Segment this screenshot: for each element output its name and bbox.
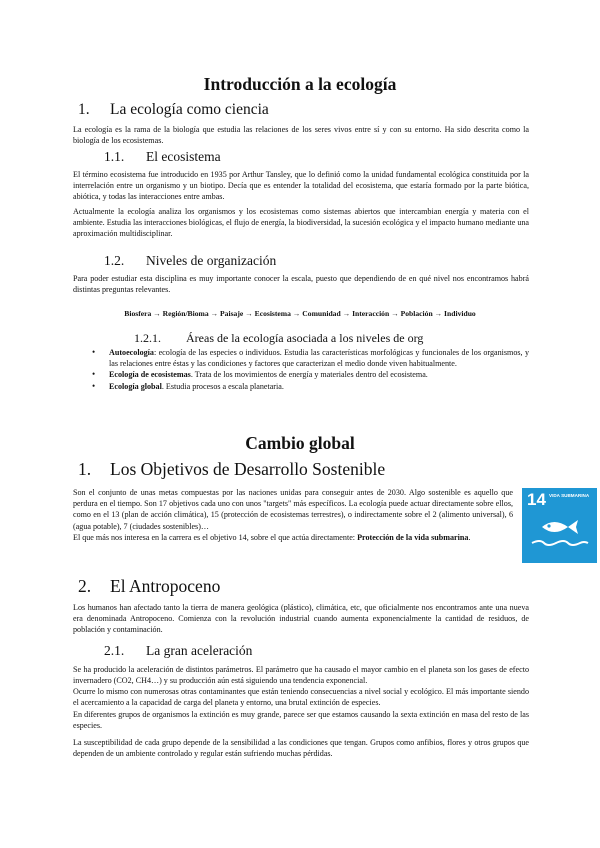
subsection-heading-gran-aceleracion [104, 643, 252, 659]
section-title: El Antropoceno [110, 576, 221, 596]
section-title: La ecología como ciencia [110, 101, 269, 118]
paragraph: La ecología es la rama de la biología que estudia las relaciones de los seres vivos entre sí y con su entorno. Ha sido descrita como la biología de los ecosistemas. [73, 125, 529, 146]
subsection-heading-niveles [104, 253, 276, 269]
paragraph: La susceptibilidad de cada grupo depende de la sensibilidad a las condiciones que tengan. Grupos como anfibios, flores y otros grupos que dependen de un ambiente controlado y regular están sufriendo muchas pérdidas. [73, 738, 529, 759]
section-heading-ecologia-ciencia [78, 101, 269, 119]
paragraph: Ocurre lo mismo con numerosas otras contaminantes que están teniendo consecuencias a nivel social y ecológico. El más importante siendo el acercamiento a la capacidad de carga del planeta y entorno, una brutal extinción de especies. [73, 687, 529, 708]
section-number: 2.1. [104, 643, 125, 658]
section-title: Áreas de la ecología asociada a los niveles de org [186, 331, 424, 345]
paragraph-text: El que más nos interesa en la carrera es el objetivo 14, sobre el que actúa directamente: [73, 533, 358, 542]
organization-levels-chain: Biosfera → Región/Bioma → Paisaje → Ecosistema → Comunidad → Interacción → Población → Individuo [124, 309, 476, 318]
section-number: 1. [78, 459, 92, 479]
section-title: El ecosistema [146, 149, 221, 164]
subsubsection-heading-areas [134, 331, 423, 346]
paragraph-bold: Protección de la vida submarina [357, 533, 469, 542]
list-item-term: Ecología de ecosistemas [109, 370, 191, 380]
sdg-14-badge [522, 488, 597, 563]
list-item-desc: : ecología de las especies o individuos. Estudia las características morfológicas y funcionales de los organismos, y las relaciones entre éstas y las condiciones y factores que caracterizan el medio donde viven habitualmente. [109, 348, 529, 369]
list-item-desc: . Trata de los movimientos de energía y materiales dentro del ecosistema. [190, 370, 428, 380]
sdg-number: 14 [527, 490, 546, 509]
paragraph: Actualmente la ecología analiza los organismos y los ecosistemas como sistemas abiertos que intercambian energía y materia con el ambiente. Estudia las interacciones biológicas, el flujo de energía, la biodiversidad, la sucesión ecológica y el impacto humano mediante una aproximación multidisciplinar. [73, 207, 529, 239]
section-number: 1.2. [104, 253, 125, 268]
page-title: Introducción a la ecología [203, 74, 397, 94]
subsection-heading-ecosistema [104, 149, 221, 165]
section-heading-ods [78, 459, 385, 480]
paragraph: Los humanos han afectado tanto la tierra de manera geológica (plástico), climática, etc, que oficialmente nos encontramos ante una nueva era denominada Antropoceno. Comienza con la revolución industrial cuando aumenta exponencialmente la cantidad de residuos, de población y contaminación. [73, 603, 529, 635]
section-title: La gran aceleración [146, 643, 253, 658]
section-number: 1.1. [104, 149, 125, 164]
areas-list [92, 347, 529, 392]
paragraph: En diferentes grupos de organismos la extinción es muy grande, parece ser que estamos causando la sexta extinción en masa del resto de las especies. [73, 710, 529, 731]
list-item [92, 347, 529, 369]
paragraph [73, 532, 513, 543]
paragraph: Son el conjunto de unas metas compuestas por las naciones unidas para conseguir antes de 2030. Algo sostenible es aquello que perdura en el tiempo. Son 17 objetivos cada uno con unos "targets" más específicos. La ecología puede actuar directamente sobre ellos, como en el 13 (plan de acción climática), 15 (protección de ecosistemas terrestres), o indirectamente sobre el 2 (alimento universal), 6 (agua potable), 7 (ciudades sostenibles)… [73, 488, 513, 531]
list-item-term: Ecología global [109, 381, 162, 391]
paragraph-text: . [468, 533, 471, 542]
list-item [92, 369, 529, 380]
section-heading-antropoceno [78, 576, 220, 597]
fish-icon [530, 514, 590, 558]
page-title: Cambio global [245, 433, 355, 453]
paragraph: Para poder estudiar esta disciplina es muy importante conocer la escala, puesto que dependiendo de en qué nivel nos encontramos habrá distintas preguntas relevantes. [73, 274, 529, 295]
section-number: 2. [78, 576, 92, 596]
sdg-label: VIDA SUBMARINA [549, 493, 590, 498]
section-number: 1.2.1. [134, 331, 161, 345]
paragraph: Se ha producido la aceleración de distintos parámetros. El parámetro que ha causado el mayor cambio en el planeta son los gases de efecto invernadero (CO2, CH4…) y su producción aún está siguiendo una tendencia exponencial. [73, 665, 529, 686]
section-title: Los Objetivos de Desarrollo Sostenible [110, 459, 386, 479]
list-item [92, 381, 529, 392]
list-item-desc: . Estudia procesos a escala planetaria. [161, 381, 284, 391]
section-title: Niveles de organización [146, 253, 277, 268]
paragraph: El término ecosistema fue introducido en 1935 por Arthur Tansley, que lo definió como la unidad fundamental ecológica constituida por la interrelación entre un organismo y un biotipo. Decía que es entender la totalidad del ecosistema, que estaría formado por la parte biótica, abiótica, y todas las interacciones entre ambas. [73, 170, 529, 202]
section-number: 1. [78, 101, 90, 118]
list-item-term: Autoecología [109, 348, 154, 357]
